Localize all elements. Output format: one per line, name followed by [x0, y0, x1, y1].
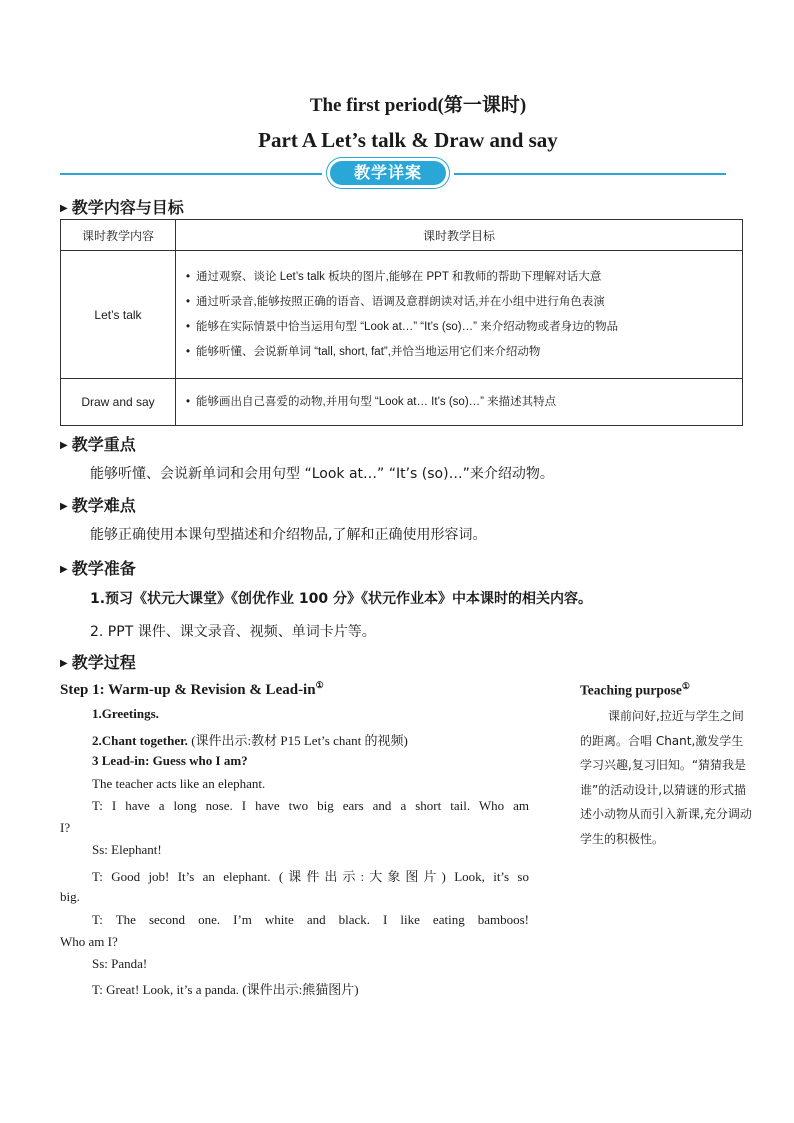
greetings-item: 1.Greetings. [92, 706, 159, 721]
section-heading-content-goals: ▶ 教学内容与目标 [60, 198, 184, 217]
goal-item: • 能够听懂、会说新单词 “tall, short, fat”,并恰当地运用它们来介绍动物 [186, 340, 742, 365]
goal-item: • 能够在实际情景中恰当运用句型 “Look at…” “It’s (so)…” 来介绍动物或者身边的物品 [186, 315, 742, 340]
table-cell-content: Draw and say [61, 379, 176, 426]
difficulties-text: 能够正确使用本课句型描述和介绍物品,了解和正确使用形容词。 [90, 527, 487, 543]
table-cell-content: Let’s talk [61, 251, 176, 379]
leadin-item: 3 Lead-in: Guess who I am? [92, 753, 248, 768]
step-1-title: Step 1: Warm-up & Revision & Lead-in① [60, 680, 324, 698]
triangle-icon: ▶ [60, 564, 68, 575]
goal-item: • 通过听录音,能够按照正确的语音、语调及意群朗读对话,并在小组中进行角色表演 [186, 290, 742, 315]
banner-label: 教学详案 [330, 161, 446, 185]
table-row [61, 251, 743, 379]
sidebar-title: Teaching purpose① [580, 681, 690, 698]
triangle-icon: ▶ [60, 440, 68, 451]
section-heading-key-points: ▶ 教学重点 [60, 435, 136, 454]
table-cell-goals [176, 379, 743, 426]
banner-line-left [60, 173, 322, 175]
table-header-cell: 课时教学目标 [176, 220, 743, 251]
section-heading-preparation: ▶ 教学准备 [60, 559, 136, 578]
sidebar-text: 课前问好,拉近与学生之间的距离。合唱 Chant,激发学生学习兴趣,复习旧知。“猜猜我是谁”的活动设计,以猜谜的形式描述小动物从而引入新课,充分调动学生的积极性。 [580, 709, 752, 846]
dialogue-line: The teacher acts like an elephant. [92, 776, 266, 791]
dialogue-line: T: Good job! It’s an elephant. (课件出示:大象图片) Look, it’s so [92, 869, 529, 884]
footnote-marker: ① [681, 681, 690, 691]
dialogue-line: T: Great! Look, it’s a panda. (课件出示:熊猫图片) [92, 982, 359, 997]
footnote-marker: ① [315, 680, 324, 690]
page-subtitle: Part A Let’s talk & Draw and say [258, 128, 558, 152]
dialogue-line: Who am I? [60, 934, 118, 949]
banner-line-right [454, 173, 726, 175]
section-banner [60, 158, 726, 188]
goal-item: • 能够画出自己喜爱的动物,并用句型 “Look at… It’s (so)…” 来描述其特点 [186, 390, 742, 415]
table-header-cell: 课时教学内容 [61, 220, 176, 251]
dialogue-line: Ss: Panda! [92, 956, 148, 971]
table-row [61, 379, 743, 426]
table-header-row [61, 220, 743, 251]
section-heading-process: ▶ 教学过程 [60, 653, 136, 672]
triangle-icon: ▶ [60, 658, 68, 669]
triangle-icon: ▶ [60, 501, 68, 512]
dialogue-line: I? [60, 820, 71, 835]
triangle-icon: ▶ [60, 203, 68, 214]
chant-item: 2.Chant together. (课件出示:教材 P15 Let’s chant 的视频) [92, 733, 408, 748]
dialogue-line: Ss: Elephant! [92, 842, 162, 857]
table-cell-goals [176, 251, 743, 379]
preparation-item-1: 1.预习《状元大课堂》《创优作业 100 分》《状元作业本》中本课时的相关内容。 [90, 591, 593, 607]
page-title: The first period(第一课时) [309, 95, 527, 116]
dialogue-line: T: I have a long nose. I have two big ears and a short tail. Who am [92, 798, 529, 813]
goals-table [60, 219, 743, 426]
dialogue-line: big. [60, 889, 80, 904]
section-heading-difficulties: ▶ 教学难点 [60, 496, 136, 515]
dialogue-line: T: The second one. I’m white and black. I like eating bamboos! [92, 912, 529, 927]
key-points-text: 能够听懂、会说新单词和会用句型 “Look at…” “It’s (so)…”来介绍动物。 [90, 466, 554, 482]
preparation-item-2: 2. PPT 课件、课文录音、视频、单词卡片等。 [90, 624, 376, 640]
goal-item: • 通过观察、谈论 Let’s talk 板块的图片,能够在 PPT 和教师的帮助下理解对话大意 [186, 265, 742, 290]
